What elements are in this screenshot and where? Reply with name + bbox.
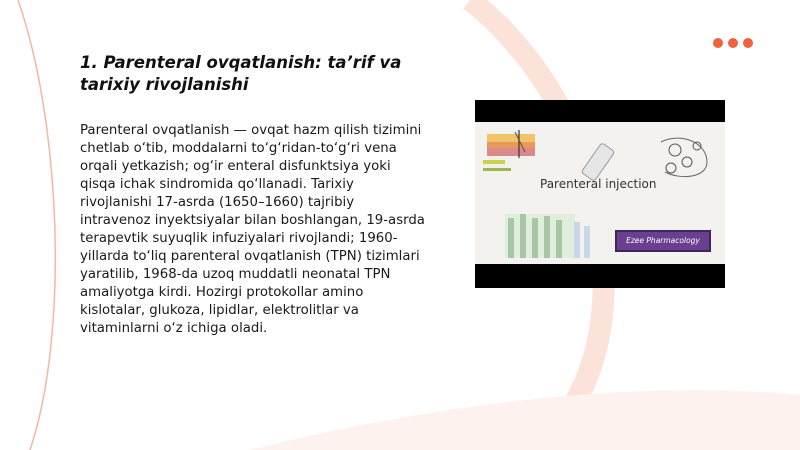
left-arc (18, 0, 55, 450)
slide-title: 1. Parenteral ovqatlanish: ta’rif va tarixiy rivojlanishi (80, 53, 402, 94)
dot (728, 38, 738, 48)
figure-caption: Parenteral injection (540, 177, 657, 191)
dot (743, 38, 753, 48)
three-dots-icon (713, 38, 753, 48)
dot (713, 38, 723, 48)
figure-content (475, 122, 725, 264)
figure-badge: Ezee Pharmacology (615, 230, 711, 252)
figure-image (475, 100, 725, 288)
bottom-swoosh (250, 390, 800, 450)
slide-body-text: Parenteral ovqatlanish — ovqat hazm qilish tizimini chetlab o‘tib, moddalarni to‘g‘ridan-to‘g‘ri vena orqali yetkazish; og‘ir enteral disfunktsiya yoki qisqa ichak sindromida qo‘llanadi. Tarixiy rivojlanishi 17-asrda (1650–1660) tajribiy intravenoz inyektsiyalar bilan boshlangan, 19-asrda terapevtik suyuqlik infuziyalari rivojlandi; 1960-yillarda to‘liq parenteral ovqatlanish (TPN) tizimlari yaratilib, 1968-da uzoq muddatli neonatal TPN amaliyotga kirdi. Hozirgi protokollar amino kislotalar, glukoza, lipidlar, elektrolitlar va vitaminlarni o‘z ichiga oladi. (80, 123, 425, 336)
